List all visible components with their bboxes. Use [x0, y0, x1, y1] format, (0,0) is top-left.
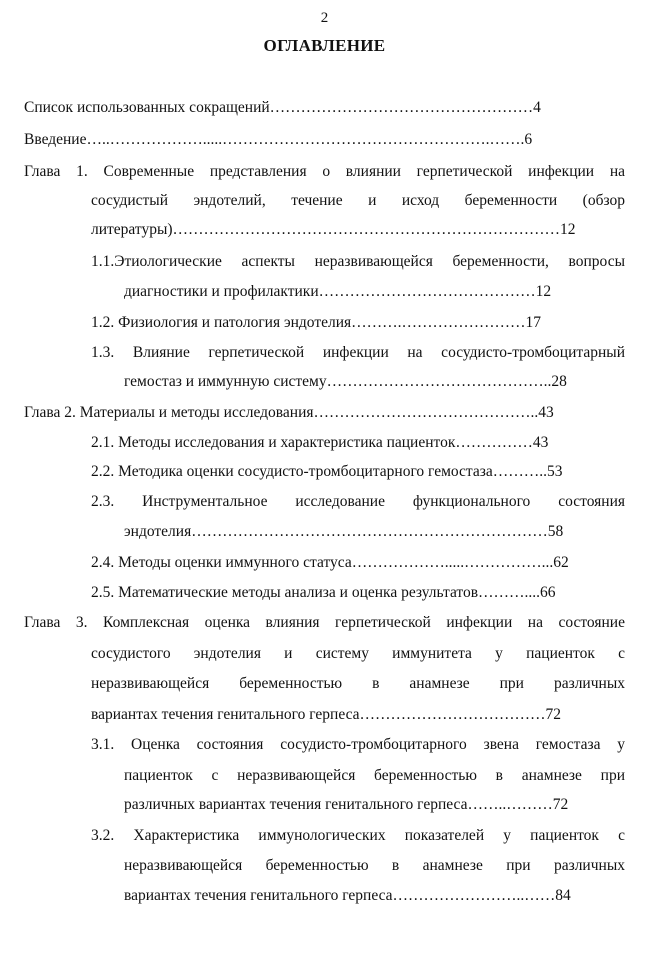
toc-entry-chapter-3-page: вариантах течения генитального герпеса………………………………72: [91, 706, 562, 723]
toc-entry-3-2-cont: неразвивающейся беременностью в анамнезе при различных: [124, 857, 625, 874]
toc-entry-3-2: 3.2. Характеристика иммунологических показателей у пациенток с: [91, 827, 625, 844]
toc-entry-chapter-2: Глава 2. Материалы и методы исследования……………………………………..43: [24, 404, 554, 421]
toc-entry-chapter-3-cont-2: неразвивающейся беременностью в анамнезе при различных: [91, 675, 625, 692]
toc-entry-chapter-3-cont-1: сосудистого эндотелия и систему иммунитета у пациенток с: [91, 645, 625, 662]
toc-entry-2-1: 2.1. Методы исследования и характеристика пациенток……………43: [91, 434, 549, 451]
page-title: ОГЛАВЛЕНИЕ: [263, 36, 386, 55]
toc-entry-2-5: 2.5. Математические методы анализа и оценка результатов………....66: [91, 584, 556, 601]
toc-entry-chapter-1-cont: сосудистый эндотелий, течение и исход беременности (обзор: [91, 192, 625, 209]
toc-entry-abbreviations: Список использованных сокращений……………………………………………4: [24, 99, 541, 116]
page-number: 2: [320, 10, 329, 26]
toc-entry-chapter-1: Глава 1. Современные представления о влиянии герпетической инфекции на: [24, 163, 625, 180]
toc-entry-1-1: 1.1.Этиологические аспекты неразвивающейся беременности, вопросы: [91, 253, 625, 270]
toc-entry-2-4: 2.4. Методы оценки иммунного статуса……………….....……………...62: [91, 554, 569, 571]
toc-entry-1-2: 1.2. Физиология и патология эндотелия……….……………………17: [91, 314, 542, 331]
toc-entry-1-3-page: гемостаз и иммунную систему……………………………………..28: [124, 373, 567, 390]
toc-entry-introduction: Введение…..……………….....…………………………………………….…….6: [24, 131, 533, 148]
toc-entry-2-2: 2.2. Методика оценки сосудисто-тромбоцитарного гемостаза………..53: [91, 463, 563, 480]
toc-entry-3-1-cont: пациенток с неразвивающейся беременностью в анамнезе при: [124, 767, 625, 784]
toc-entry-3-1-page: различных вариантах течения генитального герпеса……..………72: [124, 796, 569, 813]
toc-entry-2-3: 2.3. Инструментальное исследование функционального состояния: [91, 493, 625, 510]
toc-entry-3-1: 3.1. Оценка состояния сосудисто-тромбоцитарного звена гемостаза у: [91, 736, 625, 753]
toc-entry-1-1-page: диагностики и профилактики……………………………………12: [124, 283, 552, 300]
toc-entry-2-3-page: эндотелия……………………………………………………………58: [124, 523, 564, 540]
toc-entry-1-3: 1.3. Влияние герпетической инфекции на сосудисто-тромбоцитарный: [91, 344, 625, 361]
toc-entry-chapter-1-page: литературы)…………………………………………………………………12: [91, 221, 576, 238]
toc-entry-chapter-3: Глава 3. Комплексная оценка влияния герпетической инфекции на состояние: [24, 614, 625, 631]
toc-entry-3-2-page: вариантах течения генитального герпеса……………………..……84: [124, 887, 571, 904]
